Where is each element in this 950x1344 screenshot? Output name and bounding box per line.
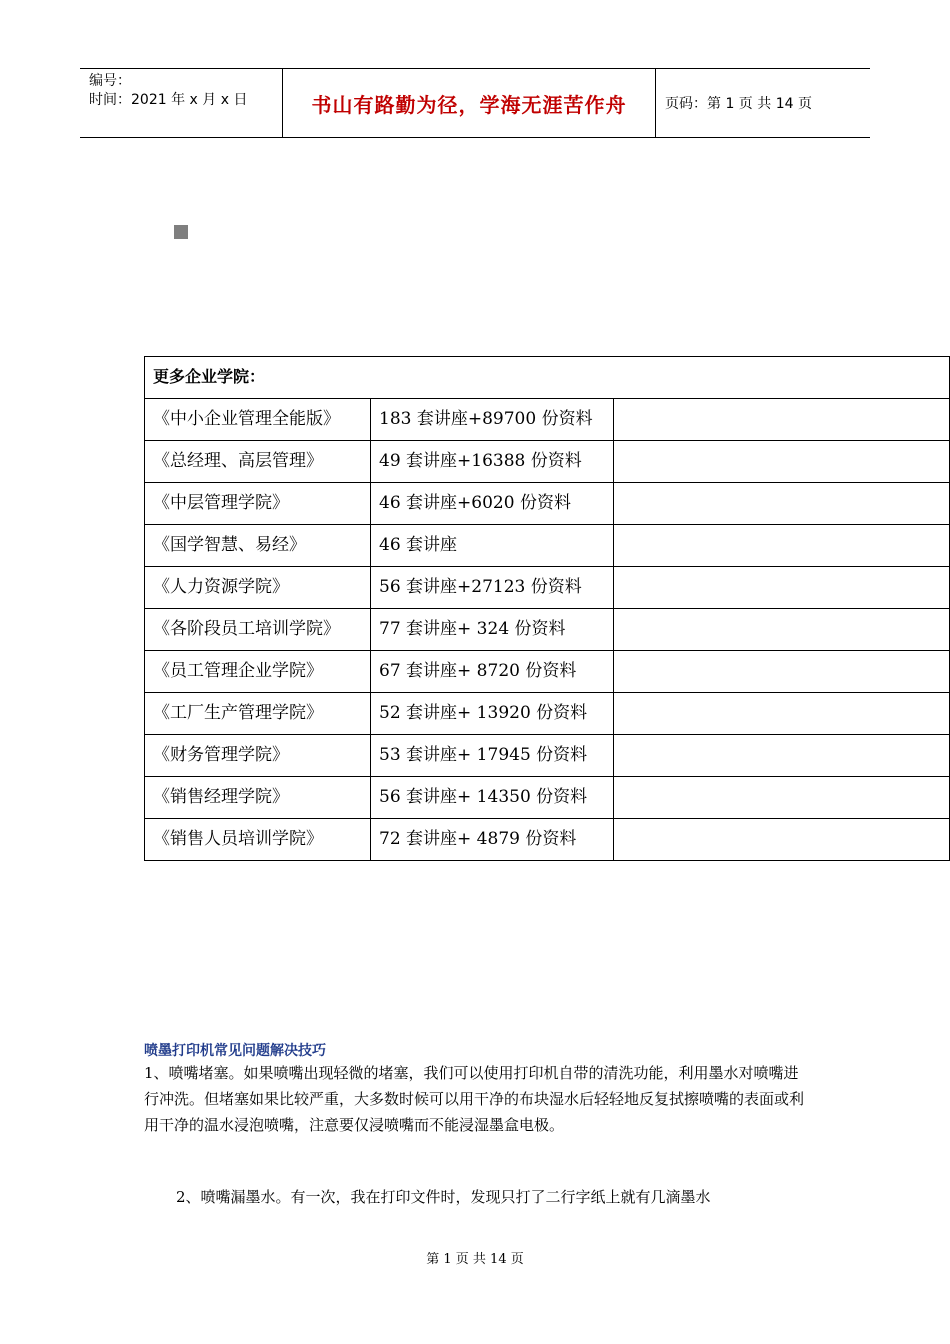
header-meta [80, 69, 282, 137]
table-cell-name: 《中小企业管理全能版》 [145, 399, 371, 441]
header-page-cell [655, 69, 870, 137]
table-cell-extra [614, 819, 950, 861]
table-cell-content: 67 套讲座+ 8720 份资料 [371, 651, 614, 693]
article-paragraph-1: 1、喷嘴堵塞。如果喷嘴出现轻微的堵塞，我们可以使用打印机自带的清洗功能，利用墨水对喷嘴进行冲洗。但堵塞如果比较严重，大多数时候可以用干净的布块湿水后轻轻地反复拭擦喷嘴的表面或利用干净的温水浸泡喷嘴，注意要仅浸喷嘴而不能浸湿墨盒电极。 [144, 1064, 805, 1134]
table-heading-row [145, 357, 950, 399]
table-row [145, 651, 950, 693]
table-row [145, 399, 950, 441]
table-cell-name: 《各阶段员工培训学院》 [145, 609, 371, 651]
table-row [145, 693, 950, 735]
table-cell-content: 52 套讲座+ 13920 份资料 [371, 693, 614, 735]
table-cell-extra [614, 651, 950, 693]
table-row [145, 441, 950, 483]
time-label: 时间：2021 年 x 月 x 日 [89, 92, 248, 108]
table-cell-extra [614, 693, 950, 735]
table-cell-extra [614, 567, 950, 609]
table-cell-extra [614, 735, 950, 777]
table-cell-content: 183 套讲座+89700 份资料 [371, 399, 614, 441]
table-row [145, 735, 950, 777]
table-cell-content: 56 套讲座+ 14350 份资料 [371, 777, 614, 819]
table-cell-name: 《销售经理学院》 [145, 777, 371, 819]
table-cell-name: 《销售人员培训学院》 [145, 819, 371, 861]
table-cell-content: 72 套讲座+ 4879 份资料 [371, 819, 614, 861]
table-row [145, 777, 950, 819]
table-cell-name: 《工厂生产管理学院》 [145, 693, 371, 735]
table-row [145, 819, 950, 861]
table-cell-name: 《总经理、高层管理》 [145, 441, 371, 483]
table-cell-extra [614, 777, 950, 819]
table-cell-content: 53 套讲座+ 17945 份资料 [371, 735, 614, 777]
table-cell-content: 56 套讲座+27123 份资料 [371, 567, 614, 609]
table-cell-content: 49 套讲座+16388 份资料 [371, 441, 614, 483]
document-header [80, 68, 870, 138]
table-cell-extra [614, 483, 950, 525]
page-info: 页码：第 1 页 共 14 页 [665, 96, 812, 112]
courses-table [144, 356, 950, 861]
table-cell-content: 46 套讲座+6020 份资料 [371, 483, 614, 525]
table-heading: 更多企业学院： [145, 357, 950, 399]
table-row [145, 483, 950, 525]
table-cell-content: 46 套讲座 [371, 525, 614, 567]
table-cell-extra [614, 525, 950, 567]
table-cell-name: 《中层管理学院》 [145, 483, 371, 525]
number-label: 编号： [89, 73, 131, 89]
table-cell-extra [614, 441, 950, 483]
table-cell-extra [614, 609, 950, 651]
table-cell-name: 《人力资源学院》 [145, 567, 371, 609]
table-row [145, 609, 950, 651]
table-cell-content: 77 套讲座+ 324 份资料 [371, 609, 614, 651]
table-cell-extra [614, 399, 950, 441]
square-bullet-icon [174, 225, 188, 239]
table-cell-name: 《国学智慧、易经》 [145, 525, 371, 567]
motto-text: 书山有路勤为径，学海无涯苦作舟 [311, 92, 627, 117]
table-cell-name: 《财务管理学院》 [145, 735, 371, 777]
article-paragraph-2: 2、喷嘴漏墨水。有一次，我在打印文件时，发现只打了二行字纸上就有几滴墨水 [176, 1188, 711, 1206]
page-footer: 第 1 页 共 14 页 [426, 1252, 524, 1267]
table-row [145, 525, 950, 567]
header-motto-cell [282, 69, 656, 137]
table-cell-name: 《员工管理企业学院》 [145, 651, 371, 693]
table-row [145, 567, 950, 609]
article-title: 喷墨打印机常见问题解决技巧 [144, 1043, 326, 1059]
